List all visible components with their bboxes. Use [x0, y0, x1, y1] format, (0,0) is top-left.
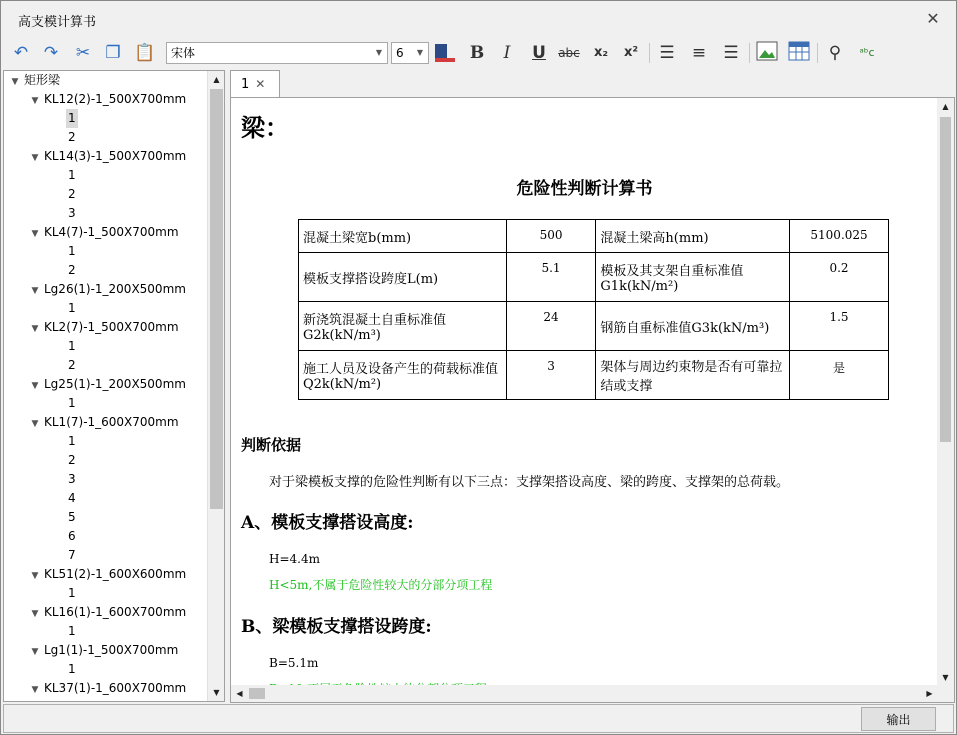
status-bar	[3, 704, 954, 733]
subscript-icon[interactable]: x₂	[593, 45, 609, 60]
chevron-down-icon[interactable]: ▼	[31, 381, 39, 391]
tree-node-label: 2	[68, 263, 76, 277]
redo-icon[interactable]: ↷	[43, 43, 59, 63]
underline-icon[interactable]: U	[532, 43, 546, 63]
align-right-icon[interactable]: ☰	[723, 43, 739, 63]
doc-heading: 梁：	[241, 113, 289, 142]
tree-scrollbar[interactable]	[207, 71, 224, 701]
tree-node[interactable]	[28, 147, 188, 166]
tree-node[interactable]	[28, 375, 188, 394]
font-size-select[interactable]	[391, 42, 429, 64]
tree-leaf[interactable]	[66, 204, 78, 223]
param-value: 1.5	[790, 302, 889, 351]
chevron-down-icon[interactable]: ▼	[31, 153, 39, 163]
param-label: 施工人员及设备产生的荷载标准值Q2k(kN/m²)	[299, 351, 507, 400]
tab-label: 1	[241, 77, 250, 92]
tree-node-label: 1	[68, 662, 76, 676]
superscript-icon[interactable]: x²	[623, 45, 639, 60]
parameter-table	[298, 219, 889, 400]
param-label: 混凝土梁宽b(mm)	[299, 220, 507, 253]
tree-leaf[interactable]	[66, 299, 78, 318]
close-icon[interactable]: ✕	[255, 77, 266, 91]
tree-leaf[interactable]	[66, 622, 78, 641]
tree-leaf[interactable]	[66, 470, 78, 489]
tree-node-label: 2	[68, 130, 76, 144]
copy-icon[interactable]: ❐	[105, 43, 121, 63]
scroll-corner	[937, 685, 954, 702]
param-label: 架体与周边约束物是否有可靠拉结或支撑	[596, 351, 790, 400]
scroll-thumb[interactable]	[249, 688, 265, 699]
scroll-up-icon[interactable]: ▲	[942, 102, 949, 111]
tree-leaf[interactable]	[66, 356, 78, 375]
table-glyph	[788, 41, 810, 61]
tree-node-label: 1	[68, 168, 76, 182]
font-color-swatch	[433, 41, 457, 65]
tree-leaf[interactable]	[66, 432, 78, 451]
param-value: 是	[790, 351, 889, 400]
param-value: 5100.025	[790, 220, 889, 253]
chevron-down-icon[interactable]: ▼	[31, 647, 39, 657]
chevron-down-icon[interactable]: ▼	[31, 609, 39, 619]
param-label: 模板及其支架自重标准值G1k(kN/m²)	[596, 253, 790, 302]
param-label: 混凝土梁高h(mm)	[596, 220, 790, 253]
tree-leaf[interactable]	[66, 394, 78, 413]
tree-leaf[interactable]	[66, 489, 78, 508]
document-content	[231, 98, 938, 686]
h-value: H=4.4m	[269, 552, 320, 566]
param-value: 3	[506, 351, 596, 400]
insert-table-icon[interactable]	[787, 41, 811, 65]
image-glyph	[756, 41, 778, 61]
strikethrough-icon[interactable]: abc	[558, 46, 580, 60]
document-scrollbar-horizontal[interactable]	[231, 685, 938, 702]
toolbar-divider	[817, 43, 818, 63]
chevron-down-icon[interactable]: ▼	[31, 286, 39, 296]
scroll-thumb[interactable]	[210, 89, 223, 509]
chevron-down-icon: ▼	[375, 48, 383, 57]
tree-leaf[interactable]	[66, 261, 78, 280]
find-icon[interactable]: ⚲	[828, 43, 842, 63]
tree-leaf[interactable]	[66, 584, 78, 603]
tree-leaf[interactable]	[66, 508, 78, 527]
section-b-title: B、梁模板支撑搭设跨度:	[241, 617, 432, 637]
tree-leaf[interactable]	[66, 660, 78, 679]
tree-node-label: 1	[68, 339, 76, 353]
basis-text: 对于梁模板支撑的危险性判断有以下三点：支撑架搭设高度、梁的跨度、支撑架的总荷载。	[269, 475, 790, 490]
chevron-down-icon[interactable]: ▼	[31, 229, 39, 239]
beam-tree	[3, 70, 225, 702]
cut-icon[interactable]: ✂	[75, 43, 91, 63]
param-label: 钢筋自重标准值G3k(kN/m³)	[596, 302, 790, 351]
tree-leaf[interactable]	[66, 527, 78, 546]
tree-node-label: 1	[68, 396, 76, 410]
chevron-down-icon[interactable]: ▼	[11, 77, 19, 87]
scroll-left-icon[interactable]: ◀	[236, 689, 243, 698]
paste-icon[interactable]: 📋	[134, 43, 156, 63]
tree-node-label: 3	[68, 206, 76, 220]
toolbar	[1, 37, 956, 69]
tree-node[interactable]	[28, 565, 188, 584]
chevron-down-icon[interactable]: ▼	[31, 571, 39, 581]
scroll-down-icon[interactable]: ▼	[942, 673, 949, 682]
tab-1[interactable]	[230, 70, 280, 98]
tree-node-label: KL12(2)-1_500X700mm	[44, 92, 187, 106]
font-color-icon[interactable]	[433, 41, 457, 65]
tree-root[interactable]	[8, 71, 62, 90]
tree-leaf[interactable]	[66, 166, 78, 185]
tree-node-label: 1	[68, 624, 76, 638]
output-button[interactable]: 输出	[861, 707, 936, 731]
tree-node-label: KL37(1)-1_600X700mm	[44, 681, 187, 695]
font-size-value: 6	[396, 46, 404, 60]
bold-icon[interactable]: B	[469, 43, 485, 63]
tree-node[interactable]	[28, 679, 188, 698]
tree-node[interactable]	[28, 603, 188, 622]
tree-node-label: 2	[68, 358, 76, 372]
tree-node[interactable]	[28, 90, 188, 109]
replace-icon[interactable]: ᵃᵇc	[859, 46, 875, 59]
chevron-down-icon[interactable]: ▼	[31, 685, 39, 695]
tree-node-label: 2	[68, 453, 76, 467]
tree-node[interactable]	[28, 280, 188, 299]
chevron-down-icon[interactable]: ▼	[31, 419, 39, 429]
scroll-up-icon[interactable]: ▲	[213, 75, 220, 84]
tree-node-label: 1	[68, 434, 76, 448]
scroll-thumb[interactable]	[940, 117, 951, 442]
table-row	[299, 302, 889, 351]
scroll-down-icon[interactable]: ▼	[213, 688, 220, 697]
tree-node[interactable]	[28, 223, 181, 242]
tree-node-label: KL2(7)-1_500X700mm	[44, 320, 179, 334]
table-row	[299, 351, 889, 400]
tree-node-label: 5	[68, 510, 76, 524]
param-value: 24	[506, 302, 596, 351]
tab-bar	[230, 70, 955, 98]
tree-node-label: Lg25(1)-1_200X500mm	[44, 377, 186, 391]
tree-node-label: KL4(7)-1_500X700mm	[44, 225, 179, 239]
param-value: 500	[506, 220, 596, 253]
tree-node-label: Lg26(1)-1_200X500mm	[44, 282, 186, 296]
tree-leaf[interactable]	[66, 185, 78, 204]
tree-node-label: 6	[68, 529, 76, 543]
toolbar-divider	[649, 43, 650, 63]
italic-icon[interactable]: I	[503, 43, 511, 63]
tree-node-label: Lg1(1)-1_500X700mm	[44, 643, 179, 657]
tree-node-label: 2	[68, 187, 76, 201]
table-row	[299, 253, 889, 302]
param-label: 新浇筑混凝土自重标准值G2k(kN/m³)	[299, 302, 507, 351]
tree-node-label: 4	[68, 491, 76, 505]
param-label: 模板支撑搭设跨度L(m)	[299, 253, 507, 302]
table-row	[299, 220, 889, 253]
chevron-down-icon[interactable]: ▼	[31, 324, 39, 334]
window-title: 高支模计算书	[18, 15, 97, 30]
tree-node-label: 3	[68, 472, 76, 486]
chevron-down-icon[interactable]: ▼	[31, 96, 39, 106]
h-result: H<5m,不属于危险性较大的分部分项工程	[269, 578, 493, 592]
section-a-title: A、模板支撑搭设高度:	[241, 513, 414, 533]
title-bar	[1, 1, 956, 37]
tree-leaf[interactable]	[66, 242, 78, 261]
calc-title: 危险性判断计算书	[516, 179, 653, 199]
param-value: 0.2	[790, 253, 889, 302]
align-center-icon[interactable]: ≡	[691, 43, 707, 63]
tree-node-label: KL51(2)-1_600X600mm	[44, 567, 187, 581]
font-name-value: 宋体	[171, 46, 196, 60]
tree-leaf[interactable]	[66, 109, 78, 128]
tree-leaf[interactable]	[66, 128, 78, 147]
tree-node-label: 1	[68, 586, 76, 600]
tree-node-label: KL1(7)-1_600X700mm	[44, 415, 179, 429]
tree-node-label: 矩形梁	[24, 73, 61, 87]
close-icon[interactable]: ✕	[926, 9, 940, 28]
tree-node[interactable]	[28, 413, 181, 432]
toolbar-divider	[749, 43, 750, 63]
tree-node-label: KL16(1)-1_600X700mm	[44, 605, 187, 619]
b-value: B=5.1m	[269, 656, 319, 670]
document-scrollbar-vertical[interactable]	[937, 98, 954, 686]
tree-node-label: 1	[68, 244, 76, 258]
tree-leaf[interactable]	[66, 451, 78, 470]
tree-node[interactable]	[28, 318, 181, 337]
tree-node-label: 7	[68, 548, 76, 562]
chevron-down-icon: ▼	[416, 48, 424, 57]
tree-node[interactable]	[28, 641, 180, 660]
scroll-right-icon[interactable]: ▶	[926, 689, 933, 698]
insert-image-icon[interactable]	[755, 41, 779, 65]
tree-node-label: 1	[68, 301, 76, 315]
undo-icon[interactable]: ↶	[13, 43, 29, 63]
document-view	[230, 97, 955, 703]
tree-leaf[interactable]	[66, 337, 78, 356]
font-name-select[interactable]	[166, 42, 388, 64]
tree-node-label: KL14(3)-1_500X700mm	[44, 149, 187, 163]
tree-node-label: 1	[66, 109, 78, 128]
tree-leaf[interactable]	[66, 546, 78, 565]
basis-title: 判断依据	[241, 436, 302, 454]
align-left-icon[interactable]: ☰	[659, 43, 675, 63]
param-value: 5.1	[506, 253, 596, 302]
